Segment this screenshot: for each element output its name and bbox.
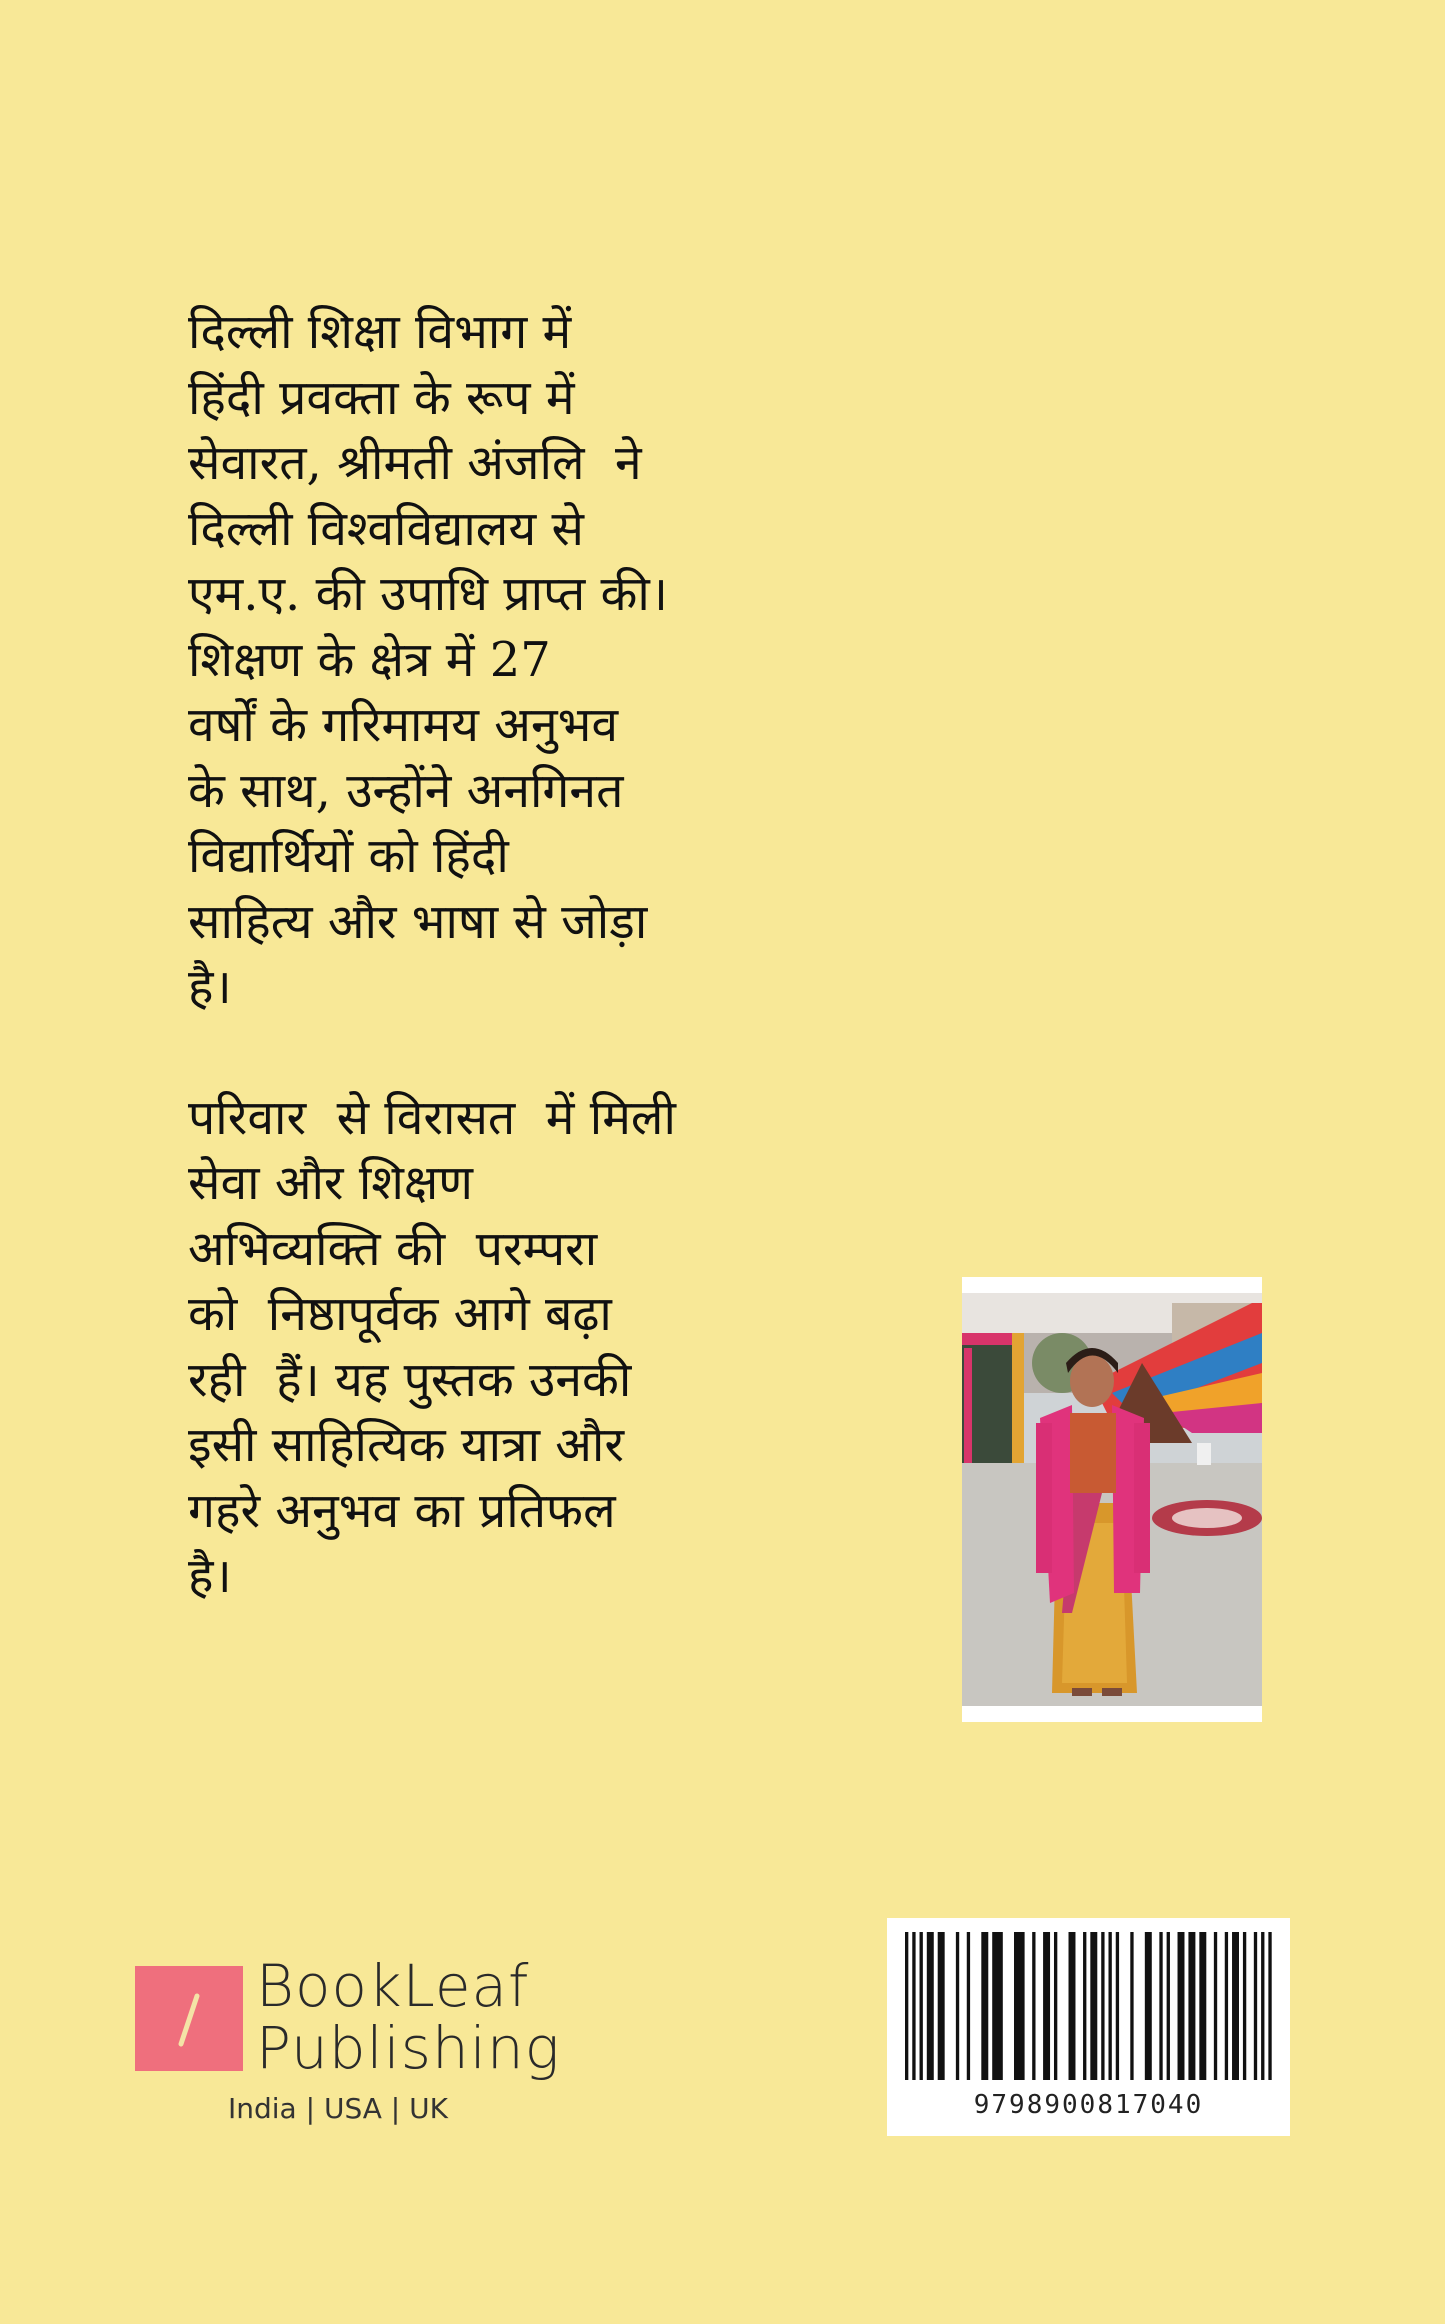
- barcode-bar: [981, 1932, 988, 2080]
- bio-line: सेवारत, श्रीमती अंजलि ने: [188, 435, 642, 491]
- barcode-bar: [938, 1932, 945, 2080]
- barcode-bar: [1254, 1932, 1257, 2080]
- barcode-bar: [1116, 1932, 1119, 2080]
- barcode-bar: [956, 1932, 959, 2080]
- bio-line: है।: [188, 1548, 232, 1604]
- barcode-bar: [1232, 1932, 1239, 2080]
- barcode-bar: [1032, 1932, 1035, 2080]
- barcode-bar: [1225, 1932, 1228, 2080]
- isbn-number: 9798900817040: [973, 2090, 1204, 2120]
- barcode-bar: [905, 1932, 908, 2080]
- barcode-bar: [1214, 1932, 1217, 2080]
- bookleaf-logo-icon: [135, 1966, 243, 2071]
- bio-paragraph-1: [188, 300, 708, 1021]
- barcode-bar: [920, 1932, 923, 2080]
- barcode-bar: [1167, 1932, 1170, 2080]
- bio-line: के साथ, उन्होंने अनगिनत: [188, 762, 624, 819]
- author-photo-illustration: [962, 1293, 1262, 1706]
- bio-line: विद्यार्थियों को हिंदी: [188, 828, 509, 884]
- isbn-barcode: [887, 1918, 1290, 2136]
- barcode-bar: [1130, 1932, 1133, 2080]
- bio-line: दिल्ली शिक्षा विभाग में: [188, 304, 572, 360]
- barcode-bar: [1108, 1932, 1111, 2080]
- bio-line: को निष्ठापूर्वक आगे बढ़ा: [188, 1286, 612, 1342]
- bio-line: साहित्य और भाषा से जोड़ा: [188, 893, 648, 950]
- barcode-bar: [1243, 1932, 1246, 2080]
- barcode-icon: [905, 1932, 1272, 2080]
- barcode-bar: [1083, 1932, 1086, 2080]
- barcode-bar: [1268, 1932, 1271, 2080]
- barcode-bar: [1054, 1932, 1057, 2080]
- bio-line: है।: [188, 959, 232, 1015]
- bio-line: हिंदी प्रवक्ता के रूप में: [188, 369, 575, 426]
- bio-line: इसी साहित्यिक यात्रा और: [188, 1417, 625, 1473]
- author-photo: [962, 1277, 1262, 1722]
- barcode-bar: [1178, 1932, 1185, 2080]
- barcode-bar: [1199, 1932, 1206, 2080]
- bio-line: परिवार से विरासत में मिली: [188, 1089, 676, 1146]
- bio-line: रही हैं। यह पुस्तक उनकी: [188, 1351, 632, 1408]
- bio-line: एम.ए. की उपाधि प्राप्त की।: [188, 566, 668, 622]
- bio-line: अभिव्यक्ति की परम्परा: [188, 1220, 598, 1277]
- bio-line: वर्षों के गरिमामय अनुभव: [188, 697, 619, 753]
- barcode-bar: [1014, 1932, 1025, 2080]
- bio-line: सेवा और शिक्षण: [188, 1155, 474, 1211]
- barcode-bar: [1090, 1932, 1097, 2080]
- barcode-bar: [1043, 1932, 1050, 2080]
- barcode-bar: [912, 1932, 915, 2080]
- bio-line: गहरे अनुभव का प्रतिफल: [188, 1482, 616, 1539]
- bio-line: दिल्ली विश्वविद्यालय से: [188, 500, 584, 557]
- barcode-bar: [992, 1932, 1003, 2080]
- publisher-name: [256, 1952, 561, 2082]
- author-bio: [188, 300, 708, 1610]
- bio-paragraph-2: [188, 1086, 708, 1610]
- bio-line: शिक्षण के क्षेत्र में 27: [188, 631, 551, 688]
- barcode-bar: [927, 1932, 934, 2080]
- barcode-bar: [967, 1932, 970, 2080]
- barcode-bar: [1145, 1932, 1152, 2080]
- barcode-bar: [1188, 1932, 1195, 2080]
- barcode-bar: [1159, 1932, 1162, 2080]
- publisher-name-line2: Publishing: [256, 2014, 561, 2082]
- barcode-bar: [1261, 1932, 1264, 2080]
- publisher-name-line1: BookLeaf: [256, 1952, 530, 2020]
- barcode-bar: [1069, 1932, 1076, 2080]
- publisher-regions: India | USA | UK: [228, 2092, 448, 2125]
- barcode-bar: [1101, 1932, 1104, 2080]
